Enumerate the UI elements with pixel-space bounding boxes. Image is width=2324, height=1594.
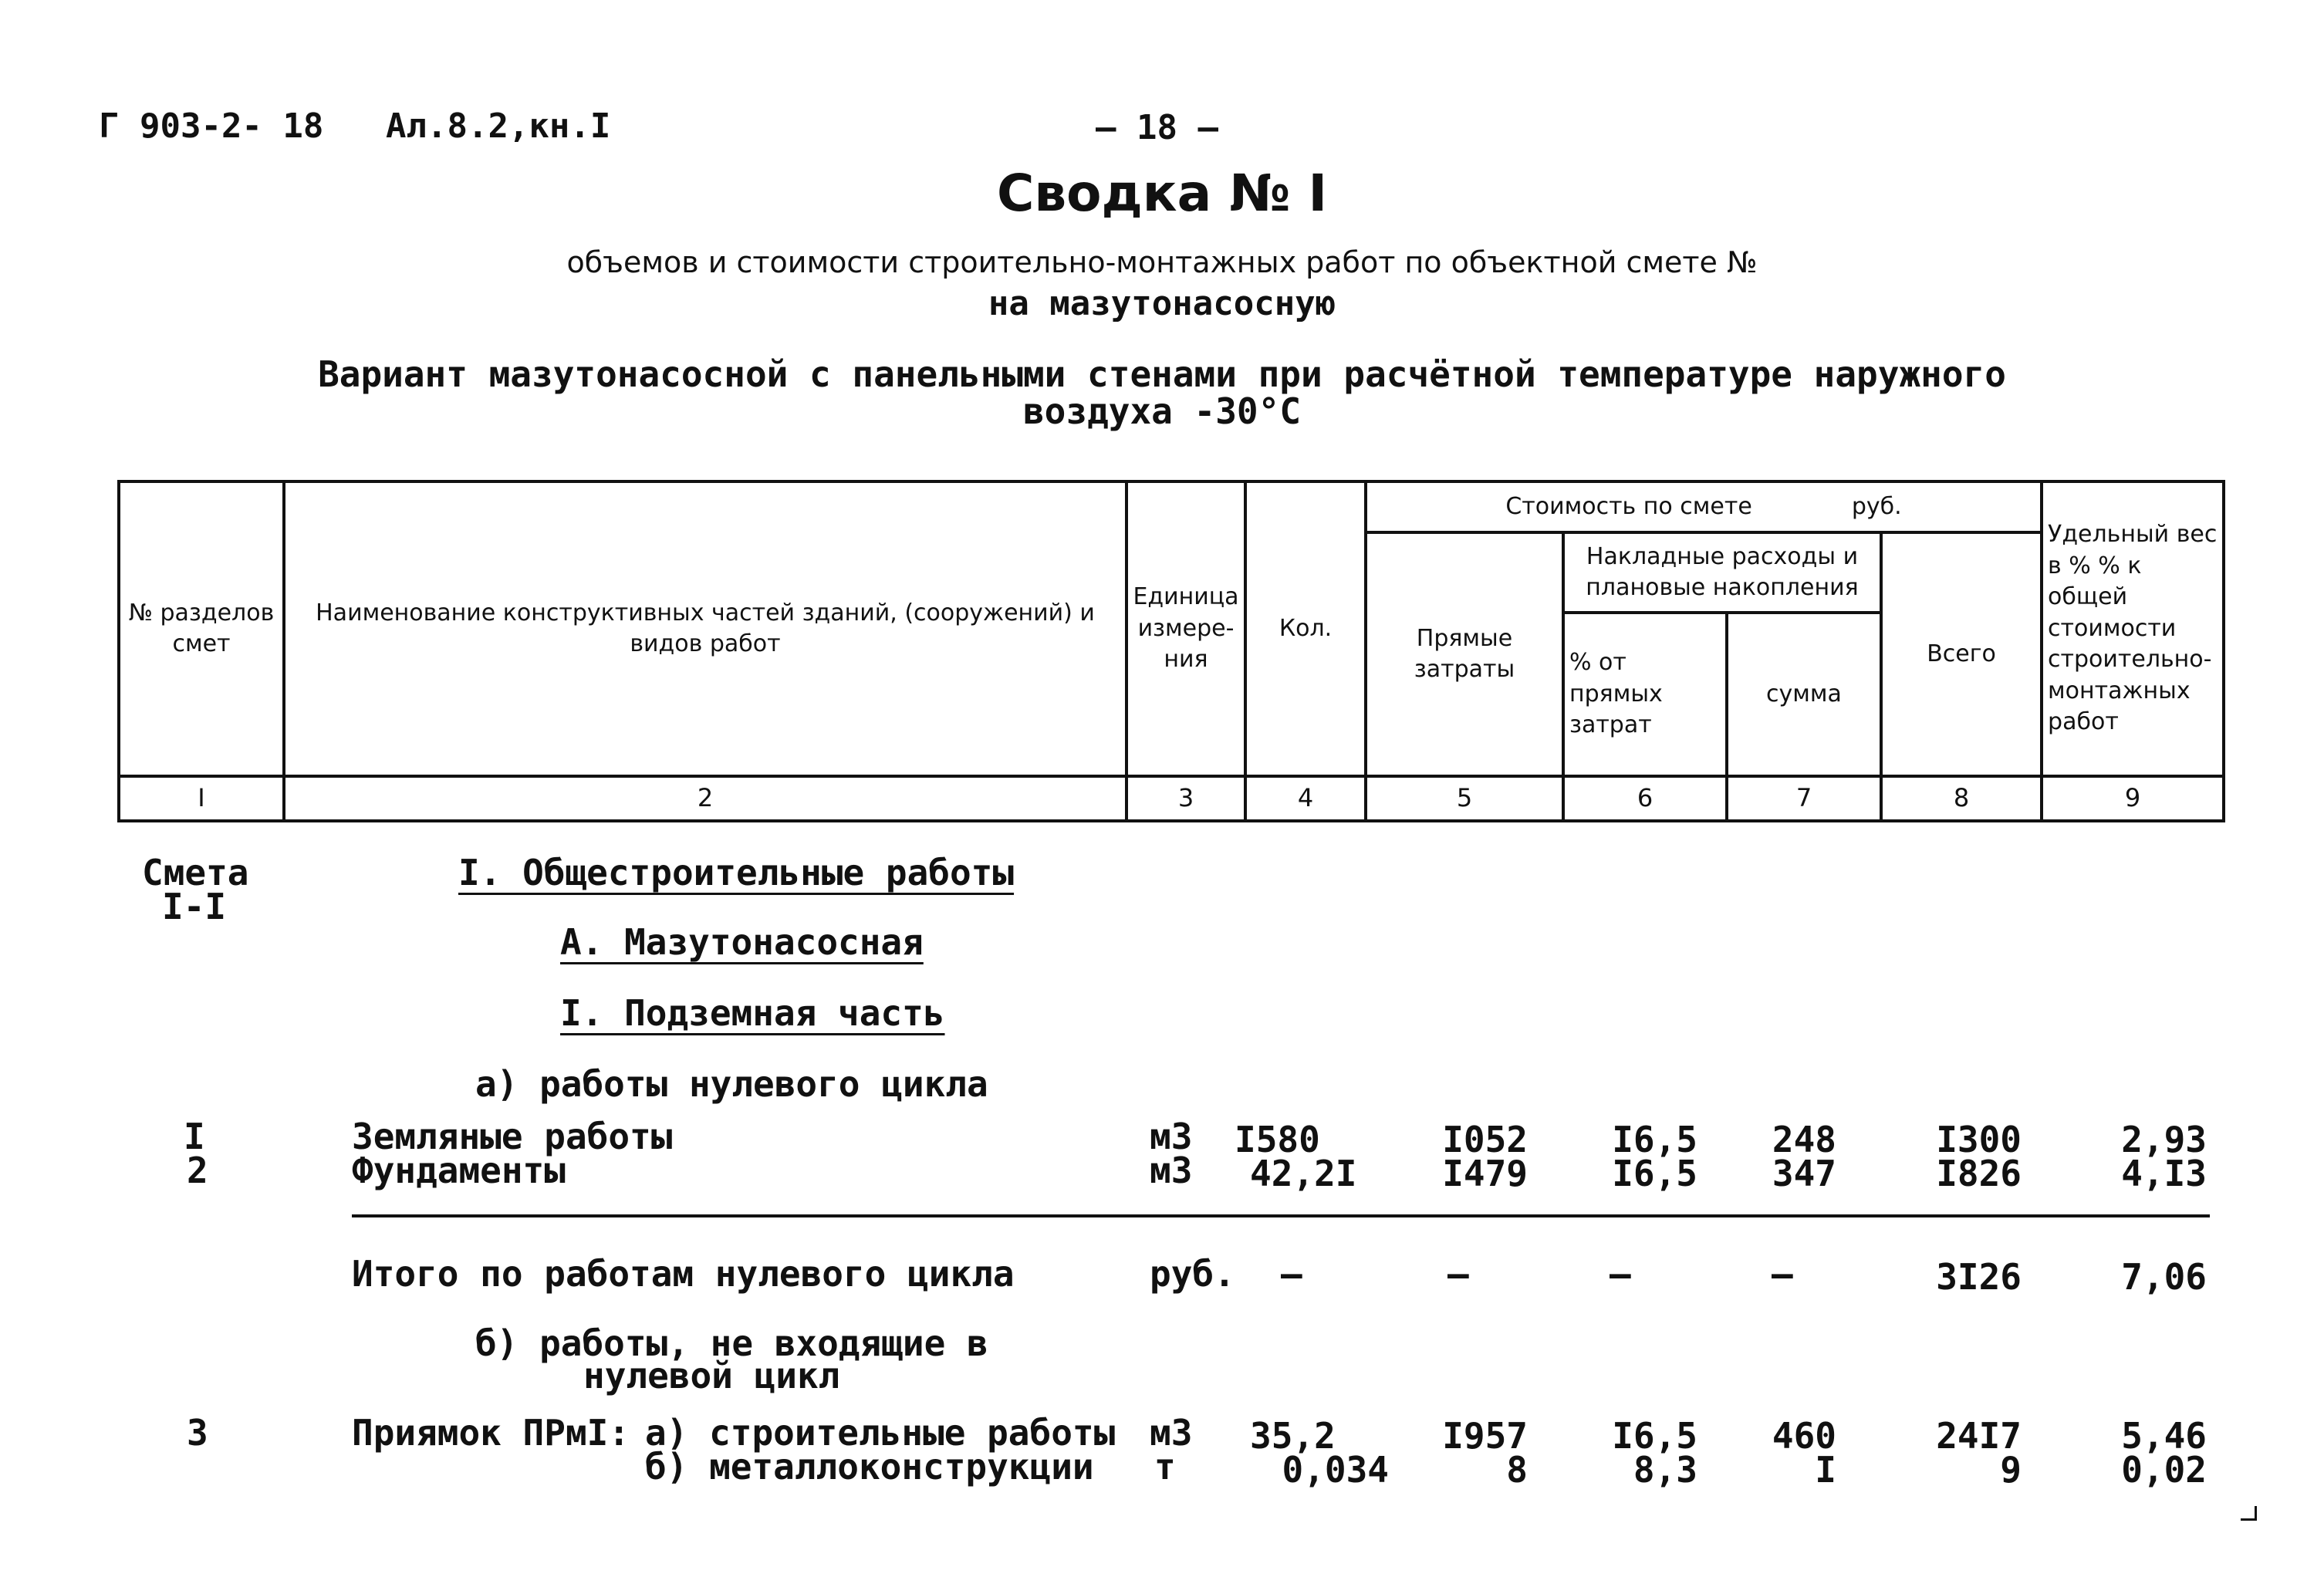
- section-general-construction: I. Общестроительные работы: [458, 852, 1015, 893]
- column-number-9: 9: [2042, 776, 2224, 821]
- row-3b-quantity: 0,034: [1282, 1449, 1389, 1491]
- header-total: Всего: [1881, 532, 2042, 776]
- row-1-share: 2,93: [2121, 1119, 2207, 1160]
- row-1-overhead-percent: I6,5: [1612, 1119, 1697, 1160]
- row-2-name: Фундаменты: [352, 1150, 566, 1191]
- header-overhead-group: Накладные расходы и плановые накопления: [1563, 532, 1881, 613]
- variant-line-2: воздуха -30°С: [1022, 390, 1302, 432]
- header-share: Удельный вес в % % к общей стоимости строительно-монтажных работ: [2042, 481, 2224, 776]
- smeta-label: Смета: [142, 852, 249, 893]
- row-3b-overhead-percent: 8,3: [1633, 1449, 1697, 1491]
- summary-table-header: [117, 480, 2225, 822]
- page-title: Сводка № I: [996, 164, 1328, 223]
- row-2-share: 4,I3: [2121, 1153, 2207, 1194]
- row-2-unit: м3: [1150, 1150, 1193, 1191]
- subtotal-total: 3I26: [1936, 1256, 2022, 1298]
- subtotal-share: 7,06: [2121, 1256, 2207, 1298]
- header-quantity: Кол.: [1245, 481, 1366, 776]
- header-cost-unit: руб.: [1851, 492, 1902, 520]
- row-3b-unit: т: [1154, 1446, 1176, 1488]
- page-number: — 18 —: [1096, 108, 1218, 147]
- subtitle-line-1: объемов и стоимости строительно-монтажных работ по объектной смете №: [566, 245, 1758, 279]
- column-number-6: 6: [1563, 776, 1727, 821]
- header-cost-group: [1366, 481, 2042, 532]
- column-number-1: I: [119, 776, 284, 821]
- row-3a-overhead-percent: I6,5: [1612, 1415, 1697, 1457]
- row-1-unit: м3: [1150, 1116, 1193, 1157]
- row-1-number: I: [184, 1116, 205, 1157]
- header-work-name: Наименование конструктивных частей зданий, (сооружений) и видов работ: [284, 481, 1127, 776]
- column-number-2: 2: [284, 776, 1127, 821]
- header-overhead-percent: % от прямых затрат: [1563, 613, 1727, 776]
- row-3-number: 3: [187, 1412, 208, 1454]
- header-unit: Единица измере-ния: [1127, 481, 1245, 776]
- row-1-total: I300: [1936, 1119, 2022, 1160]
- column-number-8: 8: [1881, 776, 2042, 821]
- row-1-direct-costs: I052: [1442, 1119, 1528, 1160]
- row-3a-label: а) строительные работы: [645, 1412, 1116, 1454]
- subtotal-quantity: –: [1281, 1253, 1302, 1295]
- section-pump-station: А. Мазутонасосная: [560, 921, 924, 963]
- subtitle-line-2: на мазутонасосную: [988, 284, 1336, 323]
- row-2-quantity: 42,2I: [1250, 1153, 1357, 1194]
- subsection-zero-cycle: а) работы нулевого цикла: [475, 1063, 988, 1105]
- subtotal-unit: руб.: [1150, 1253, 1235, 1295]
- row-3a-share: 5,46: [2121, 1415, 2207, 1457]
- header-cost-group-label: Стоимость по смете: [1505, 492, 1752, 520]
- row-3b-share: 0,02: [2121, 1449, 2207, 1491]
- row-3a-total: 24I7: [1936, 1415, 2022, 1457]
- column-number-4: 4: [1245, 776, 1366, 821]
- column-number-7: 7: [1727, 776, 1881, 821]
- row-3a-direct-costs: I957: [1442, 1415, 1528, 1457]
- row-3a-overhead-sum: 460: [1772, 1415, 1836, 1457]
- row-2-direct-costs: I479: [1442, 1153, 1528, 1194]
- subtotal-name: Итого по работам нулевого цикла: [352, 1253, 1015, 1295]
- header-direct-costs: Прямые затраты: [1366, 532, 1563, 776]
- row-1-name: Земляные работы: [352, 1116, 673, 1157]
- header-overhead-sum: сумма: [1727, 613, 1881, 776]
- row-2-overhead-percent: I6,5: [1612, 1153, 1697, 1194]
- subtotal-direct-costs: –: [1447, 1253, 1469, 1295]
- row-3b-direct-costs: 8: [1506, 1449, 1528, 1491]
- row-1-quantity: I580: [1235, 1119, 1320, 1160]
- subtotal-overhead-percent: –: [1610, 1253, 1631, 1295]
- album-reference: Ал.8.2,кн.I: [386, 106, 611, 146]
- row-3a-unit: м3: [1150, 1412, 1193, 1454]
- document-code: Г 903-2- 18: [99, 106, 324, 146]
- smeta-number: I-I: [162, 886, 227, 927]
- row-3b-label: б) металлоконструкции: [645, 1446, 1094, 1488]
- variant-line-1: Вариант мазутонасосной с панельными стенами при расчётной температуре наружного: [318, 353, 2006, 395]
- section-underground-part: I. Подземная часть: [560, 992, 945, 1034]
- row-2-overhead-sum: 347: [1772, 1153, 1836, 1194]
- subsection-non-zero-cycle-line-1: б) работы, не входящие в: [475, 1322, 988, 1364]
- row-3b-overhead-sum: I: [1815, 1449, 1836, 1491]
- row-2-number: 2: [187, 1150, 208, 1191]
- row-3a-quantity: 35,2: [1250, 1415, 1336, 1457]
- subtotal-divider: [352, 1214, 2210, 1217]
- column-number-5: 5: [1366, 776, 1563, 821]
- subsection-non-zero-cycle-line-2: нулевой цикл: [583, 1355, 840, 1396]
- continuation-mark: [2241, 1506, 2257, 1521]
- row-1-overhead-sum: 248: [1772, 1119, 1836, 1160]
- header-section-number: № разделов смет: [119, 481, 284, 776]
- row-3-name: Приямок ПРмI:: [352, 1412, 630, 1454]
- column-number-3: 3: [1127, 776, 1245, 821]
- row-2-total: I826: [1936, 1153, 2022, 1194]
- subtotal-overhead-sum: –: [1772, 1253, 1793, 1295]
- row-3b-total: 9: [2000, 1449, 2022, 1491]
